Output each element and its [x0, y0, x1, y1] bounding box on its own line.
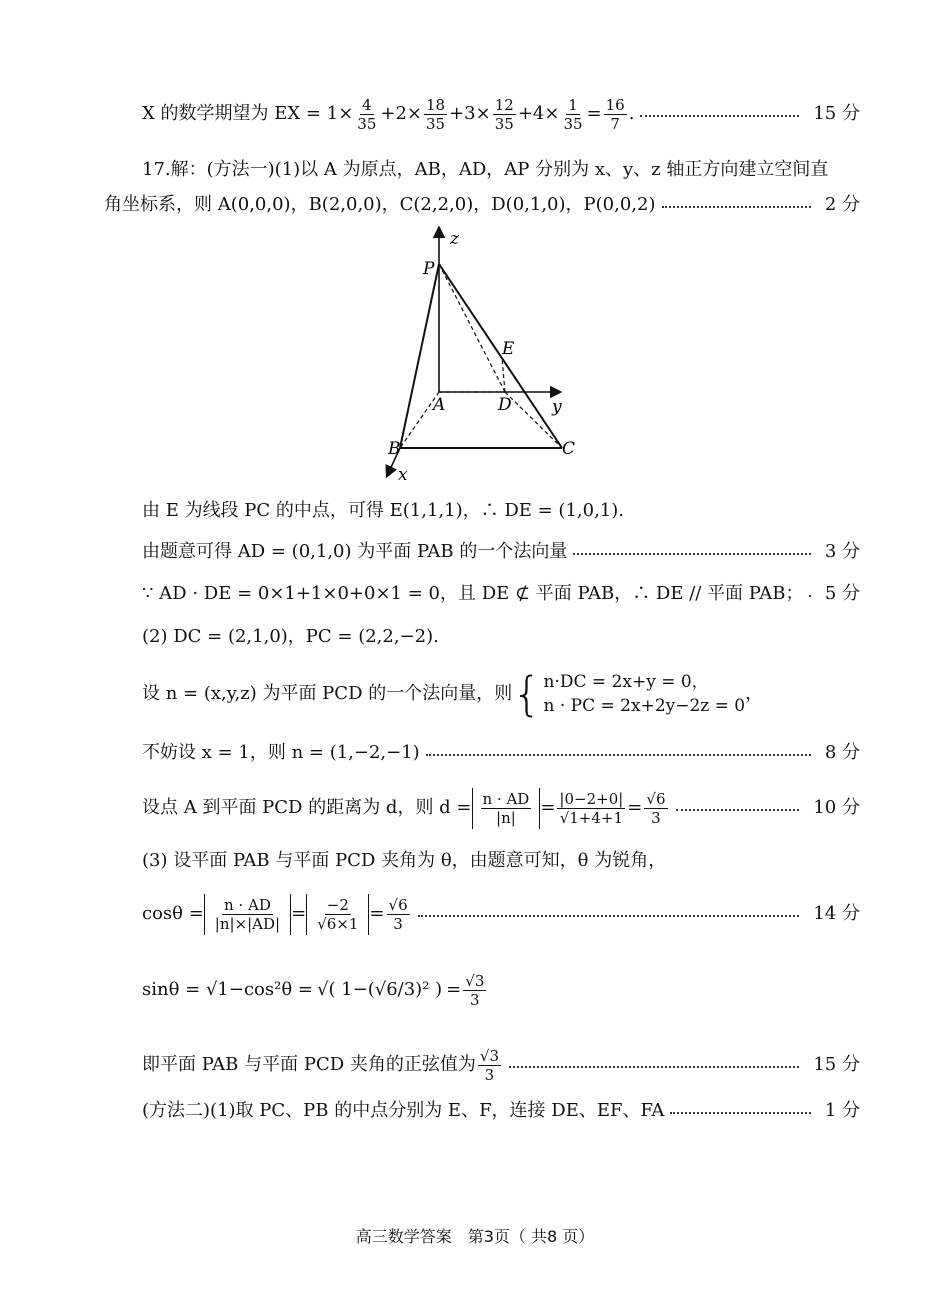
label-E: E — [502, 339, 515, 359]
expect-result: $\frac{16}{7}$ — [605, 95, 625, 133]
score-5: 5 分 — [824, 583, 860, 604]
leader-dots — [509, 1066, 799, 1068]
expect-frac-2: $\frac{18}{35}$ — [426, 95, 446, 133]
leader-dots — [809, 595, 810, 597]
system-brace: { — [512, 667, 542, 721]
dot-product-line: ∵ AD · DE = 0×1+1×0+0×1 = 0，且 DE ⊄ 平面 PAB，∴ DE // 平面 PAB； 5 分 — [142, 581, 860, 607]
equation-system: n·DC = 2x+y = 0， n · PC = 2x+2y−2z = 0 — [543, 672, 746, 716]
score-2: 2 分 — [824, 194, 860, 215]
leader-dots — [426, 754, 811, 756]
page-footer: 高三数学答案 第3页（ 共8 页） — [355, 1227, 595, 1246]
part2-line: (2) DC = (2,1,0)，PC = (2,2,−2). — [142, 626, 439, 647]
score-3: 3 分 — [824, 541, 860, 562]
edge-PB — [400, 264, 439, 448]
score-8: 8 分 — [824, 742, 860, 763]
method2-line: (方法二)(1)取 PC、PB 的中点分别为 E、F，连接 DE、EF、FA 1 分 — [142, 1098, 860, 1124]
label-x: x — [398, 465, 408, 482]
score-15b: 15 分 — [813, 1054, 860, 1075]
pyramid-figure — [370, 222, 600, 482]
leader-dots — [640, 115, 799, 117]
expectation-line: X 的数学期望为 EX = 1× $\frac{4}{35}$ +2× $\frac{18}{35}$ +3× $\frac{12}{35}$ +4× $\frac{1}{35}$ = $\frac{16}{7}$ . 15 分 — [142, 95, 860, 133]
distance-abs: $\frac{n \cdot AD}{|n|}$ — [472, 788, 541, 829]
assume-line: 不妨设 x = 1，则 n = (1,−2,−1) 8 分 — [142, 740, 860, 766]
label-B: B — [388, 439, 401, 459]
score-14: 14 分 — [813, 903, 860, 924]
q17-line-1: 17.解：(方法一)(1)以 A 为原点，AB，AD，AP 分别为 x、y、z 轴正方向建立空间直 — [142, 159, 829, 180]
leader-dots — [676, 809, 800, 811]
normal-pab-line: 由题意可得 AD = (0,1,0) 为平面 PAB 的一个法向量 3 分 — [142, 539, 860, 565]
cos-line: cosθ = $\frac{n \cdot AD}{|n|\times|AD|}$ = $\frac{-2}{√6\times 1}$ = $\frac{√6}{3}$ 14 分 — [142, 895, 860, 933]
expect-frac-1: $\frac{4}{35}$ — [357, 95, 377, 133]
leader-dots — [418, 915, 800, 917]
e-midpoint-line: 由 E 为线段 PC 的中点，可得 E(1,1,1)，∴ DE = (1,0,1). — [142, 500, 624, 521]
edge-PD — [439, 264, 505, 392]
edge-PC — [439, 264, 562, 448]
label-P: P — [423, 259, 435, 279]
normal-system-line: 设 n = (x,y,z) 为平面 PCD 的一个法向量，则 { n·DC = 2x+y = 0， n · PC = 2x+2y−2z = 0 ， — [142, 667, 764, 721]
label-y: y — [552, 397, 562, 417]
score-15a: 15 分 — [813, 103, 860, 124]
distance-line: 设点 A 到平面 PCD 的距离为 d，则 d = $\frac{n \cdot AD}{|n|}$ = $\frac{|0-2+0|}{√1+4+1}$ = $\frac{√6}{3}$ 10 分 — [142, 789, 860, 827]
label-D: D — [498, 395, 512, 415]
expect-prefix: X 的数学期望为 EX = 1× — [142, 103, 354, 124]
leader-dots — [573, 553, 810, 555]
sine-value-line: 即平面 PAB 与平面 PCD 夹角的正弦值为 $\frac{√3}{3}$ 15 分 — [142, 1046, 860, 1084]
leader-dots — [670, 1112, 810, 1114]
label-A: A — [433, 395, 446, 415]
expect-frac-3: $\frac{12}{35}$ — [494, 95, 514, 133]
leader-dots — [662, 206, 811, 208]
part3-line: (3) 设平面 PAB 与平面 PCD 夹角为 θ，由题意可知，θ 为锐角， — [142, 850, 667, 871]
label-C: C — [562, 439, 576, 459]
sin-line: sinθ = √1−cos²θ = √( 1−(√6/3)² ) = $\frac{√3}{3}$ — [142, 971, 485, 1009]
score-10: 10 分 — [813, 797, 860, 818]
score-1: 1 分 — [824, 1100, 860, 1121]
q17-line-2: 角坐标系，则 A(0,0,0)，B(2,0,0)，C(2,2,0)，D(0,1,0)，P(0,0,2) 2 分 — [104, 192, 860, 218]
expect-frac-4: $\frac{1}{35}$ — [563, 95, 583, 133]
label-z: z — [450, 229, 459, 249]
